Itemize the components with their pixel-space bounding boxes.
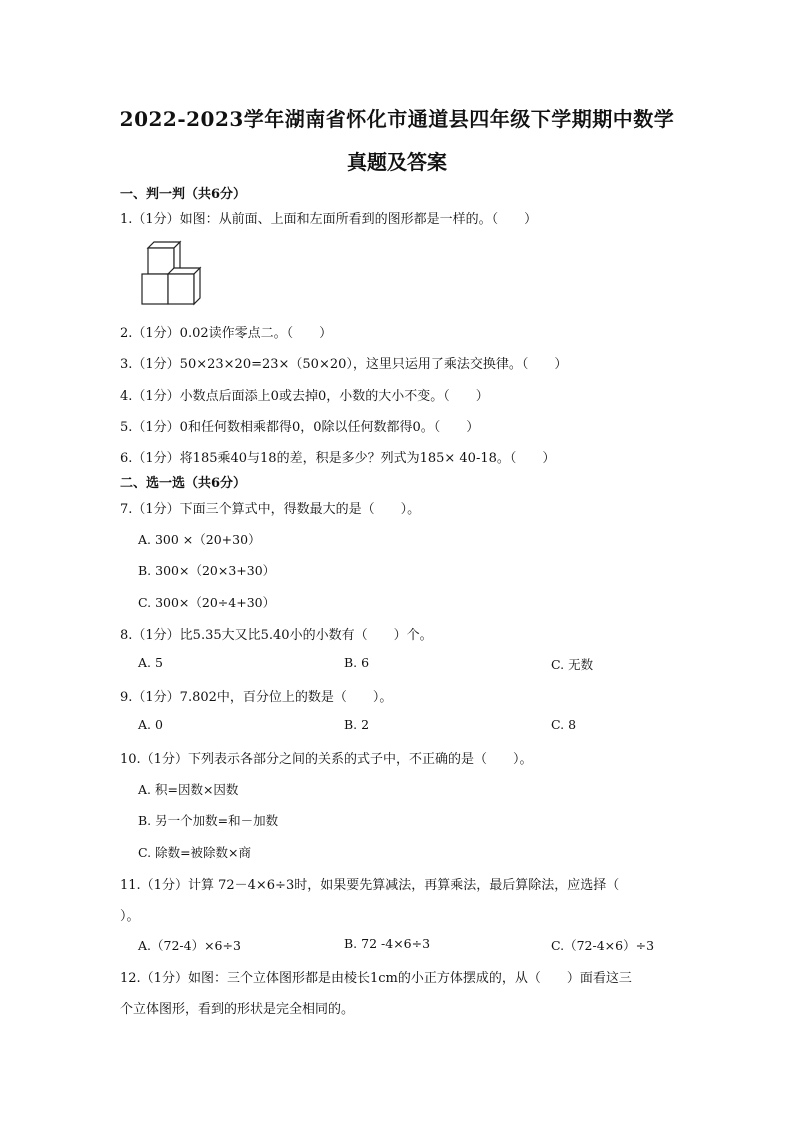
- question-7-option-c: C. 300×（20÷4+30）: [138, 595, 276, 610]
- cube-stack-figure: [138, 238, 204, 308]
- question-4: 4.（1分）小数点后面添上0或去掉0，小数的大小不变。（ ）: [120, 389, 489, 404]
- question-9-option-a: A. 0: [138, 717, 163, 732]
- question-11-option-c: C.（72-4×6）÷3: [551, 938, 655, 953]
- question-10-option-c: C. 除数=被除数×商: [138, 845, 252, 860]
- section-heading-choose: 二、选一选（共6分）: [120, 476, 247, 491]
- question-6: 6.（1分）将185乘40与18的差，积是多少？列式为185× 40-18。（ ）: [120, 451, 556, 466]
- question-7: 7.（1分）下面三个算式中，得数最大的是（ ）。: [120, 502, 421, 517]
- question-11-option-b: B. 72 -4×6÷3: [344, 936, 431, 951]
- question-9: 9.（1分）7.802中，百分位上的数是（ ）。: [120, 690, 393, 705]
- question-10-option-b: B. 另一个加数=和－加数: [138, 813, 279, 828]
- question-5: 5.（1分）0和任何数相乘都得0，0除以任何数都得0。（ ）: [120, 420, 480, 435]
- question-12-line2: 个立体图形，看到的形状是完全相同的。: [120, 1002, 355, 1017]
- question-11-line2: ）。: [120, 909, 140, 924]
- document-title-line1: 2022-2023学年湖南省怀化市通道县四年级下学期期中数学: [119, 107, 675, 131]
- question-12-line1: 12.（1分）如图：三个立体图形都是由棱长1cm的小正方体摆成的，从（ ）面看这三: [120, 971, 632, 986]
- question-3: 3.（1分）50×23×20=23×（50×20），这里只运用了乘法交换律。（ ）: [120, 357, 568, 372]
- question-9-option-c: C. 8: [551, 717, 577, 732]
- question-11-line1: 11.（1分）计算 72－4×6÷3时，如果要先算减法，再算乘法，最后算除法，应选择（: [120, 878, 620, 893]
- section-heading-judge: 一、判一判（共6分）: [120, 187, 247, 202]
- question-7-option-b: B. 300×（20×3+30）: [138, 563, 276, 578]
- question-8-option-b: B. 6: [344, 655, 370, 670]
- document-title-line2: 真题及答案: [347, 150, 447, 174]
- question-10-option-a: A. 积=因数×因数: [138, 782, 239, 797]
- question-2: 2.（1分）0.02读作零点二。（ ）: [120, 326, 333, 341]
- question-9-option-b: B. 2: [344, 717, 370, 732]
- question-8-option-a: A. 5: [138, 655, 163, 670]
- question-11-option-a: A.（72-4）×6÷3: [138, 938, 241, 953]
- question-7-option-a: A. 300 ×（20+30）: [138, 532, 261, 547]
- question-8: 8.（1分）比5.35大又比5.40小的小数有（ ）个。: [120, 628, 433, 643]
- question-10: 10.（1分）下列表示各部分之间的关系的式子中，不正确的是（ ）。: [120, 752, 533, 767]
- question-8-option-c: C. 无数: [551, 657, 594, 672]
- question-1: 1.（1分）如图：从前面、上面和左面所看到的图形都是一样的。（ ）: [120, 212, 538, 227]
